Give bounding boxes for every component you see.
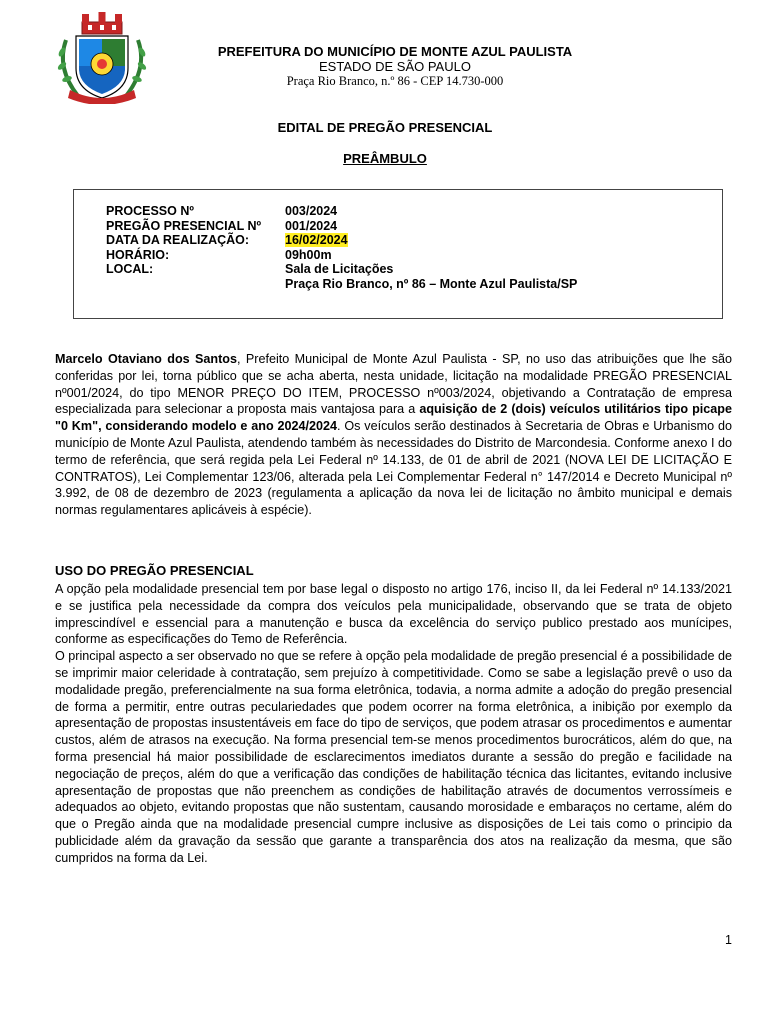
summary-label: HORÁRIO: [106, 247, 170, 262]
section-paragraph: O principal aspecto a ser observado no que se refere à opção pela modalidade de pregão presencial é a possibilidade de se imprimir maior celeridade à contratação, sem prejuízo à competitividade. Como se sabe a legislação prevê o uso da modalidade pregão, preferencialmente na sua forma eletrônica, todavia, a norma admite a adoção do pregão presencial de forma a permitir, entre outras peculariedades que podem ocorrer na forma eletrônica, a inibição por exemplo da apresentação de propostas insustentáveis em face do tipo de serviços, que podem atrasar os procedimentos e aumentar custos, além de atrasos na execução. Na forma presencial tem-se menos procedimentos burocráticos, além do que, na forma presencial há maior possibilidade de esclarecimentos imediatos durante a sessão do pregão e facilidade na negociação de preços, além do que a verificação das condições de habilitação técnica das licitantes, evitando inclusive apresentação de propostas que não preenchem as condições de habilitação através de documentos verrossímeis e adequados ao objeto, evitando propostas que não sustentam, causando morosidade e embaraços no certame, além do que o Pregão ainda que na modalidade presencial cumpre inclusive as disposições de Lei tais como o principio da publicidade além da gravação da sessão que garante a transparência dos atos na realização da mesma, que são cumpridos na forma da Lei. [55, 649, 733, 865]
preamble-text-1: , Prefeito Municipal de Monte Azul Paulista - SP, no uso das atribuições que lhe são conferidas por lei, torna público que se acha aberta, nesta unidade, licitação na modalidade PREGÃO PRESENCIAL nº001/2024, do tipo MENOR PREÇO DO ITEM, PROCESSO nº003/2024, objetivando a Contratação de empresa especializada para selecionar a proposta mais vantajosa para a [55, 352, 732, 417]
summary-label: LOCAL: [106, 262, 154, 276]
summary-row-process [106, 204, 577, 219]
municipality-name: PREFEITURA DO MUNICÍPIO DE MONTE AZUL PAULISTA [217, 44, 573, 59]
summary-row-date [106, 233, 577, 248]
page-number: 1 [725, 933, 732, 947]
preamble-paragraph [55, 351, 732, 519]
summary-value-date [285, 233, 577, 248]
summary-row-location [106, 262, 577, 277]
mayor-name: Marcelo Otaviano dos Santos [55, 352, 238, 366]
preamble-text-2: . Os veículos serão destinados à Secretaria de Obras e Urbanismo do município de Monte Azul Paulista, atendendo também às necessidades do Distrito de Marcondesia. Conforme anexo I do termo de referência, que será regida pela Lei Federal nº 14.133, de 01 de abril de 2021 (NOVA LEI DE LICITAÇÃO E CONTRATOS), Lei Complementar 123/06, alterada pela Lei Complementar Federal n° 147/2014 e Decreto Municipal nº 3.992, de 08 de dezembro de 2023 (regulamenta a aplicação da nova lei de licitação no âmbito municipal e demais normas regulamentares aplicáveis à espécie). [55, 419, 732, 518]
summary-value: Praça Rio Branco, nº 86 – Monte Azul Paulista/SP [285, 276, 578, 291]
summary-value: Sala de Licitações [285, 262, 394, 276]
state-name: ESTADO DE SÃO PAULO [319, 59, 471, 74]
process-summary-box [73, 189, 723, 319]
summary-value: 09h00m [285, 247, 332, 262]
section-paragraph: A opção pela modalidade presencial tem por base legal o disposto no artigo 176, inciso II, da lei Federal nº 14.133/2021 e se justifica pela necessidade da compra dos veículos pela municipalidade, observando que se trata de objeto imprescindível e essencial para a manutenção e busca da excelência do serviço publico prestado aos munícipes, conforme as especificações do Temo de Referência. [55, 582, 732, 647]
document-subtitle: PREÂMBULO [343, 151, 427, 166]
summary-value: 003/2024 [285, 204, 338, 218]
document-title: EDITAL DE PREGÃO PRESENCIAL [277, 120, 493, 135]
summary-row-pregao [106, 219, 577, 234]
municipality-address: Praça Rio Branco, n.º 86 - CEP 14.730-000 [286, 74, 504, 88]
summary-row-time [106, 248, 577, 263]
summary-label: PREGÃO PRESENCIAL Nº [106, 218, 262, 233]
letterhead [150, 44, 640, 89]
summary-label: DATA DA REALIZAÇÃO: [106, 233, 250, 247]
summary-label: PROCESSO Nº [106, 204, 194, 218]
summary-row-address [106, 277, 577, 292]
procurement-object: aquisição de 2 (dois) veículos utilitários tipo picape "0 Km", considerando modelo e ano 2024/2024 [55, 402, 732, 434]
summary-label [106, 277, 285, 292]
process-summary-table [106, 204, 577, 291]
municipal-coat-of-arms-icon [52, 10, 152, 104]
section-body [55, 581, 732, 867]
section-heading: USO DO PREGÃO PRESENCIAL [55, 563, 254, 578]
summary-value: 001/2024 [285, 218, 338, 233]
highlighted-date: 16/02/2024 [285, 233, 348, 247]
